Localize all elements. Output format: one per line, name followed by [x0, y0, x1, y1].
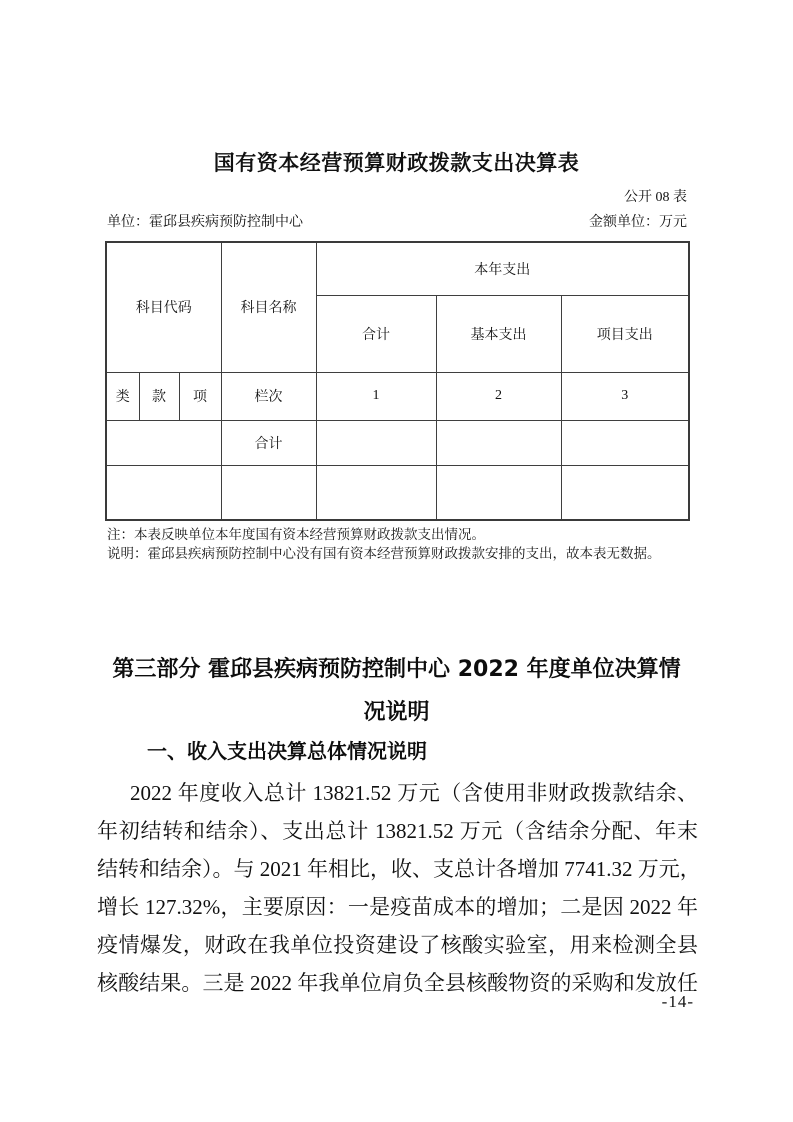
table-header-row-1	[106, 242, 689, 295]
cell-col-2: 2	[436, 372, 561, 420]
header-subject-name: 科目名称	[221, 242, 316, 372]
header-project-expenditure: 项目支出	[561, 295, 689, 372]
empty-row-basic	[436, 465, 561, 520]
subsection-heading: 一、收入支出决算总体情况说明	[147, 739, 427, 763]
empty-row-project	[561, 465, 689, 520]
body-paragraph	[97, 774, 701, 1002]
unit-label: 单位：霍邱县疾病预防控制中心	[107, 215, 303, 230]
table-number: 公开 08 表	[624, 190, 687, 205]
empty-row-code	[106, 465, 221, 520]
table-explanation: 说明：霍邱县疾病预防控制中心没有国有资本经营预算财政拨款安排的支出，故本表无数据。	[107, 545, 661, 561]
doc-title: 国有资本经营预算财政拨款支出决算表	[213, 151, 580, 175]
paragraph-line: 结转和结余）。与 2021 年相比，收、支总计各增加 7741.32 万元，	[97, 857, 701, 881]
header-total: 合计	[316, 295, 436, 372]
total-row-name: 合计	[221, 420, 316, 465]
paragraph-line: 疫情爆发，财政在我单位投资建设了核酸实验室，用来检测全县	[97, 933, 698, 957]
cell-code-lei: 类	[106, 372, 139, 420]
table-empty-row	[106, 465, 689, 520]
cell-column-label: 栏次	[221, 372, 316, 420]
paragraph-line: 年初结转和结余）、支出总计 13821.52 万元（含结余分配、年末	[97, 819, 698, 843]
total-row-code	[106, 420, 221, 465]
total-row-basic	[436, 420, 561, 465]
section-heading-line-1: 第三部分 霍邱县疾病预防控制中心 2022 年度单位决算情	[112, 657, 681, 682]
section-heading	[97, 648, 696, 734]
header-current-year-expenditure: 本年支出	[316, 242, 689, 295]
section-heading-line-2: 况说明	[363, 700, 430, 725]
cell-col-1: 1	[316, 372, 436, 420]
paragraph-line: 核酸结果。三是 2022 年我单位肩负全县核酸物资的采购和发放任	[97, 971, 698, 995]
page-content	[0, 150, 793, 1002]
table-total-row	[106, 420, 689, 465]
empty-row-total	[316, 465, 436, 520]
total-row-project	[561, 420, 689, 465]
page-number: -14-	[661, 992, 694, 1011]
paragraph-line: 增长 127.32%，主要原因：一是疫苗成本的增加；二是因 2022 年	[97, 895, 698, 919]
amount-unit-label: 金额单位：万元	[589, 215, 687, 230]
total-row-total	[316, 420, 436, 465]
paragraph-line: 2022 年度收入总计 13821.52 万元（含使用非财政拨款结余、	[130, 781, 698, 805]
cell-code-kuan: 款	[139, 372, 179, 420]
table-note: 注：本表反映单位本年度国有资本经营预算财政拨款支出情况。	[107, 527, 485, 542]
cell-code-xiang: 项	[179, 372, 221, 420]
header-basic-expenditure: 基本支出	[436, 295, 561, 372]
header-subject-code: 科目代码	[106, 242, 221, 372]
empty-row-name	[221, 465, 316, 520]
cell-col-3: 3	[561, 372, 689, 420]
table-notes	[97, 526, 696, 563]
table-meta-row	[97, 213, 696, 232]
table-index-row	[106, 372, 689, 420]
expenditure-table	[105, 241, 690, 521]
